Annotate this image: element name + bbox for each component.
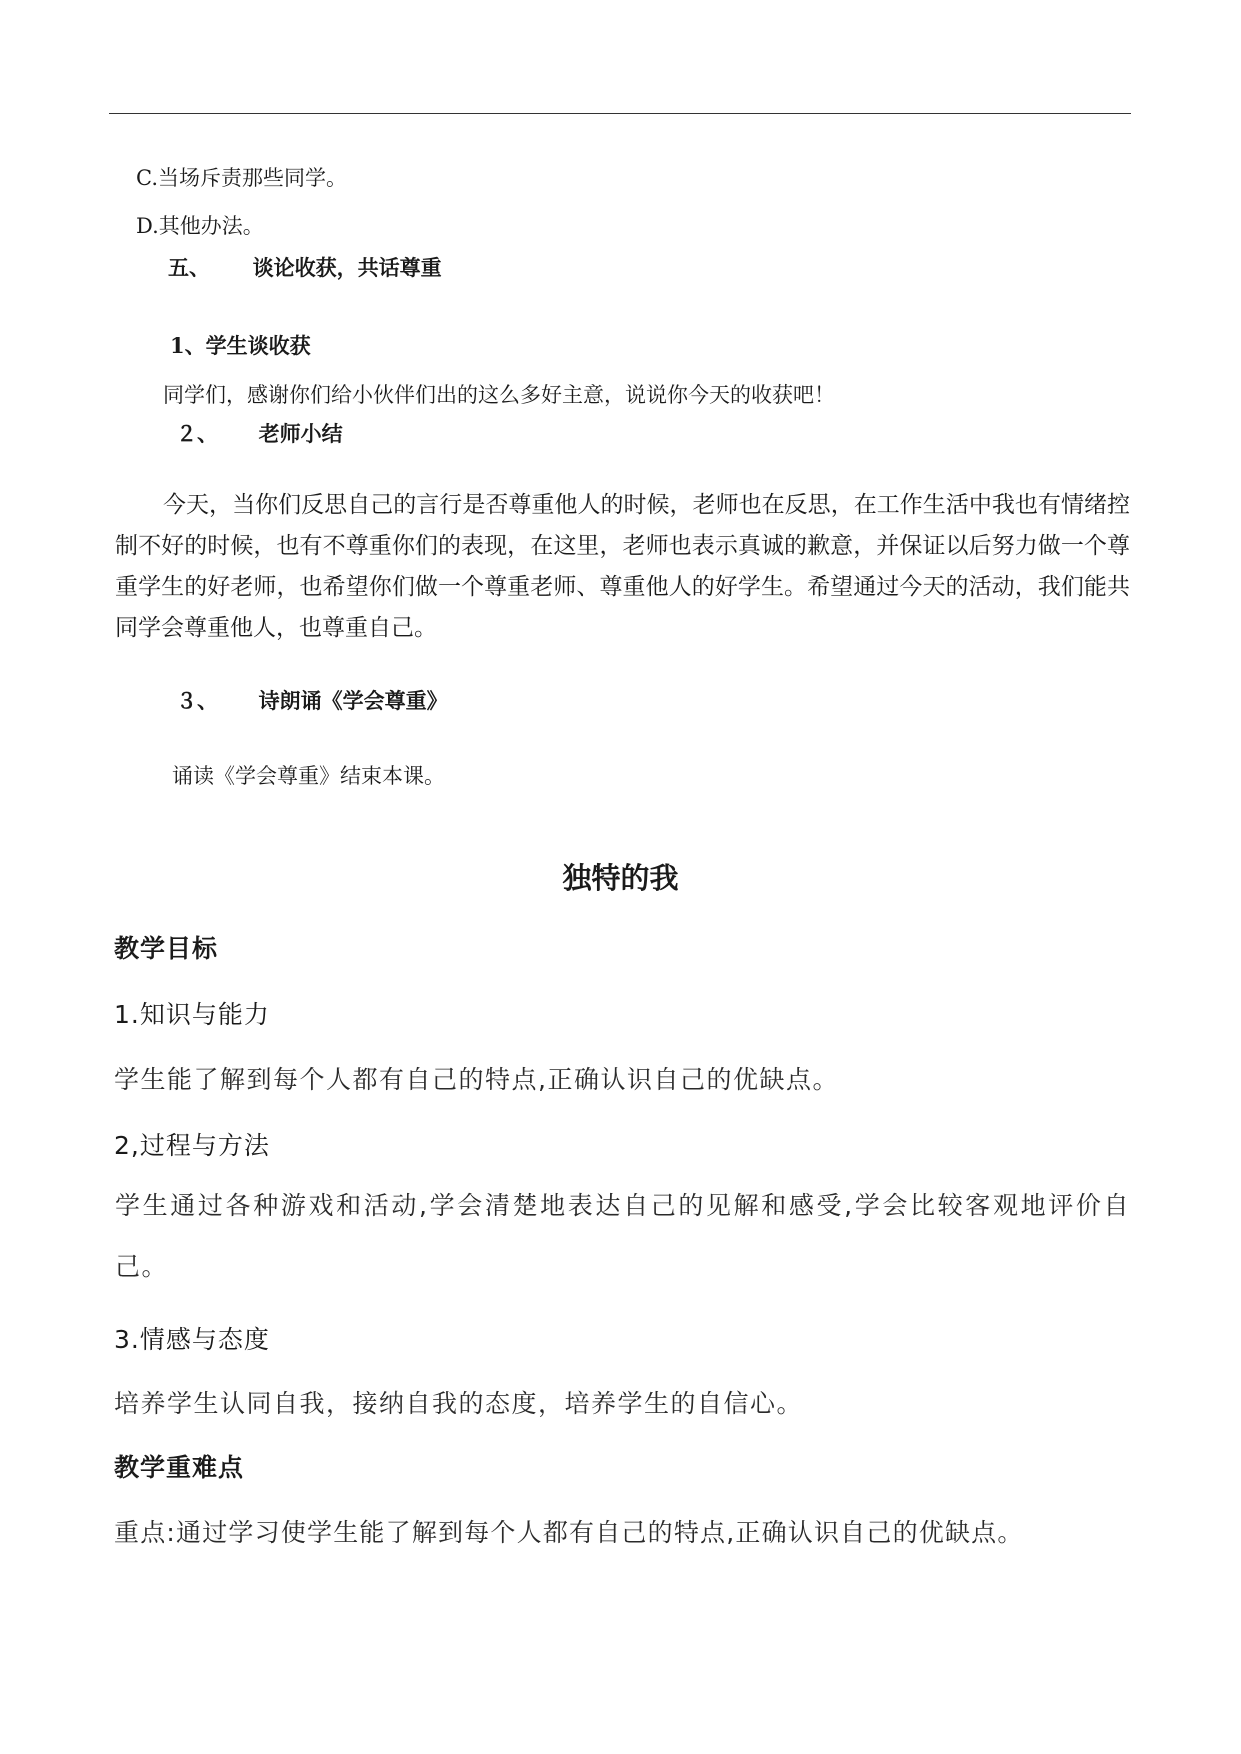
header-rule: [109, 113, 1131, 114]
section-5-heading: [168, 252, 442, 282]
item-2-title: 老师小结: [258, 421, 343, 446]
option-c: C.当场斥责那些同学。: [136, 166, 347, 190]
objective-2-body: 学生通过各种游戏和活动,学会清楚地表达自己的见解和感受,学会比较客观地评价自己。: [115, 1191, 1130, 1281]
option-d: D.其他办法。: [136, 214, 264, 238]
item-2-heading: [176, 418, 343, 448]
objectives-heading: 教学目标: [114, 934, 219, 963]
section-5-title: 谈论收获，共话尊重: [252, 255, 442, 280]
objective-1-body: 学生能了解到每个人都有自己的特点,正确认识自己的优缺点。: [114, 1065, 839, 1094]
objective-3-heading: 3.情感与态度: [114, 1325, 270, 1354]
objective-2-heading: 2,过程与方法: [114, 1131, 270, 1160]
item-3-title: 诗朗诵《学会尊重》: [258, 688, 448, 713]
item-3-number: ３、: [176, 688, 218, 713]
item-3-heading: [176, 685, 448, 715]
key-points-heading: 教学重难点: [114, 1453, 245, 1482]
item-1-heading: 1、学生谈收获: [170, 333, 311, 358]
objective-1-heading: 1.知识与能力: [114, 1000, 270, 1029]
key-point-text: 重点:通过学习使学生能了解到每个人都有自己的特点,正确认识自己的优缺点。: [114, 1518, 1024, 1547]
item-3-body: 诵读《学会尊重》结束本课。: [172, 764, 445, 788]
lesson-title: 独特的我: [562, 861, 679, 895]
item-1-body: 同学们，感谢你们给小伙伴们出的这么多好主意，说说你今天的收获吧！: [163, 383, 835, 407]
teacher-summary-paragraph: 今天，当你们反思自己的言行是否尊重他人的时候，老师也在反思，在工作生活中我也有情绪控制不好的时候，也有不尊重你们的表现，在这里，老师也表示真诚的歉意，并保证以后努力做一个尊重学生的好老师，也希望你们做一个尊重老师、尊重他人的好学生。希望通过今天的活动，我们能共同学会尊重他人，也尊重自己。: [115, 492, 1130, 641]
section-5-number: 五、: [168, 255, 210, 280]
objective-3-body: 培养学生认同自我，接纳自我的态度，培养学生的自信心。: [114, 1389, 804, 1418]
item-2-number: ２、: [176, 421, 218, 446]
